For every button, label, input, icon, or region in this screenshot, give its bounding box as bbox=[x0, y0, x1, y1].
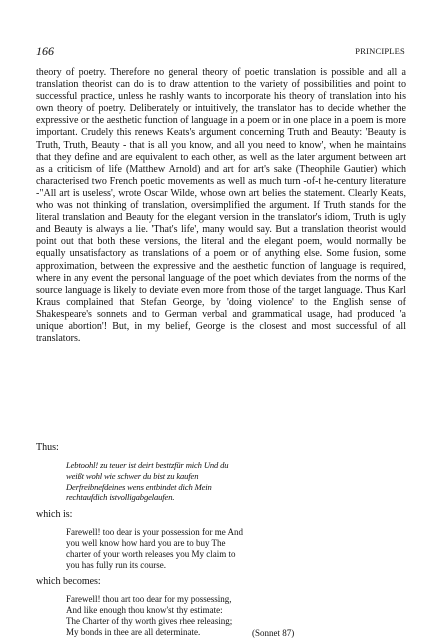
label-thus: Thus: bbox=[36, 442, 59, 453]
page-number: 166 bbox=[36, 44, 54, 58]
label-which-is: which is: bbox=[36, 509, 73, 520]
shakespeare-quote: Farewell! thou art too dear for my possessing, And like enough thou know'st thy estimate: The Charter of thy worth gives rhee releasing; My bonds in thee are all determinate. bbox=[66, 594, 233, 637]
label-which-becomes: which becomes: bbox=[36, 576, 101, 587]
main-paragraph: theory of poetry. Therefore no general theory of poetic translation is possible and all a translation theorist can do is to draw attention to the variety of possibilities and point to successful practice, unless he rashly wants to incorporate his theory of translation into his own theory of poetry. Deliberately or intuitively, the translator has to decide whether the expressive or the aesthetic function of language in a poem or in one place in a poem is more important. Crudely this renews Keats's argument concerning Truth and Beauty: 'Beauty is Truth, Truth, Beauty - that is all you know, and all you need to know', when he maintains that they define and are equivalent to each other, as well as the later argument between art as a criticism of life (Matthew Arnold) and art for art's sake (Theophile Gautier) which characterised two French poetic movements as well as much turn -of-t he-century literature -"All art is useless', wrote Oscar Wilde, whose own art belies the statement. Clearly Keats, who was not thinking of translation, oversimplified the argument. If Truth stands for the literal translation and Beauty for the elegant version in the translator's idiom, Truth is ugly and Beauty is always a lie. 'That's life', many would say. But a translation theorist would point out that both these versions, the literal and the elegant poem, would normally be equally unsatisfactory as translations of a poem or of anything else. Some fusion, some approximation, between the expressive and the aesthetic function of language is required, where in any event the personal language of the poet which deviates from the norms of the source language is likely to deviate even more from those of the target language. Thus Karl Kraus complained that Stefan George, by 'doing violence' to the English sense of Shakespeare's sonnets and to German verbal and grammatical usage, had produced 'a unique abortion'! But, in my belief, George is the closest and most successful of all translators. bbox=[36, 67, 406, 345]
literal-translation-quote: Farewell! too dear is your possession for me And you well know how hard you are to buy The charter of your worth releases you My claim to you has fully run its course. bbox=[66, 527, 243, 570]
sonnet-citation: (Sonnet 87) bbox=[252, 628, 295, 638]
german-quote: Lebtoohl! zu teuer ist deirt besttzfür mich Und du weißt wohl wie schwer du bist zu kaufen Derfreibnefdeines wens entbindet dich Mein rechtaufdich istvolligabgelaufen. bbox=[66, 460, 229, 503]
running-head: PRINCIPLES bbox=[355, 46, 405, 56]
